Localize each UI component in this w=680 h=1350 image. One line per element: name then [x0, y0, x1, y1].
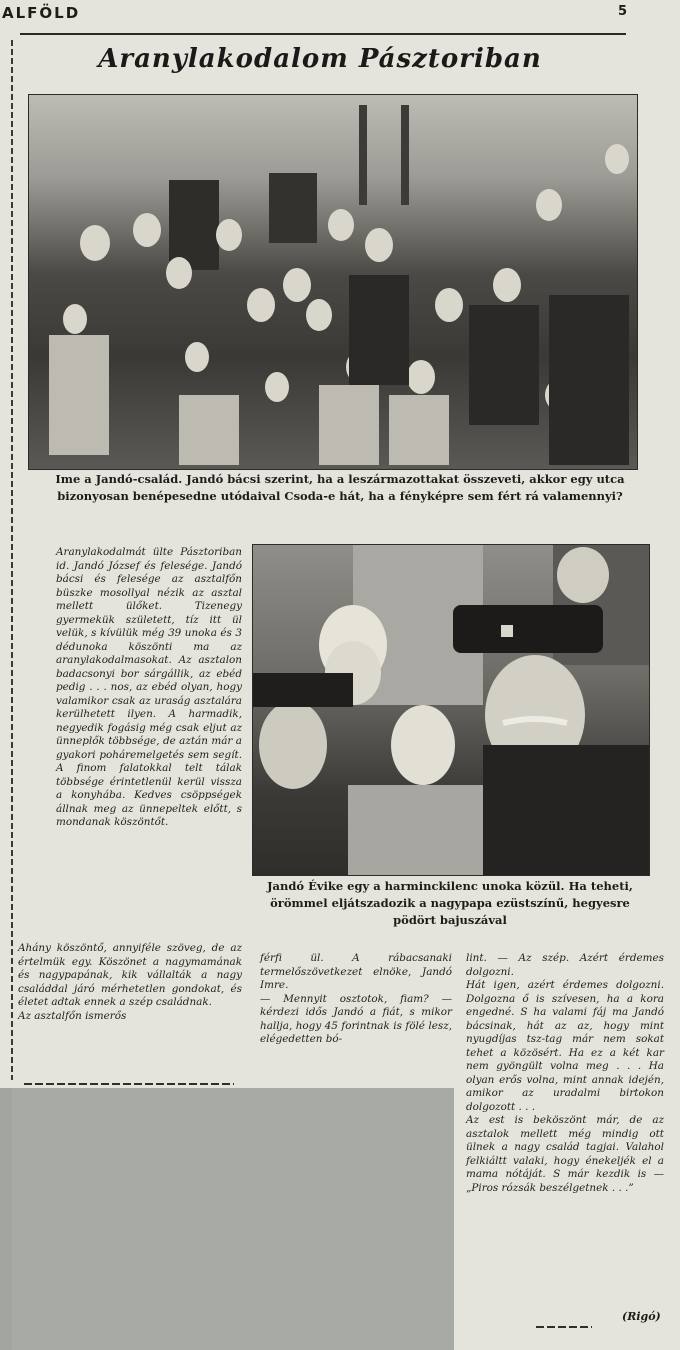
- author-signature: (Rigó): [622, 1310, 661, 1323]
- article-column-1-continued: Ahány köszöntő, annyiféle szöveg, de az értelmük egy. Köszönet a nagymamának és nagypapának, kik vállalták a nagy családdal járó mérhetetlen gondokat, és életet adtak ennek a szép családnak. Az asztalfőn ismerős: [18, 942, 242, 1022]
- column-end-rule: [24, 1083, 234, 1085]
- article-column-1: Aranylakodalmát ülte Pásztoriban id. Jandó József és felesége. Jandó bácsi és felesége az asztalfőn büszke mosollyal nézik az asztal mellett ülőket. Tizenegy gyermekük született, tíz itt ül velük, s kívülük még 39 unoka és 3 dédunoka köszönti ma az aranylakodalmasokat. Az asztalon badacsonyi bor sárgállik, az ebéd pedig . . . nos, az ebéd olyan, hogy valamikor csak az uraság asztalára kerülhetett ilyen. A harmadik, negyedik fogásig még csak eljut az ünneplők többsége, de aztán már a gyakori poháremelgetés sem segít. A finom falatokkal telt tálak többsége érintetlenül kerül vissza a konyhába. Kedves csöppségek állnak meg az ünnepeltek előtt, s mondanak köszöntőt.: [56, 546, 242, 828]
- masthead: [0, 4, 640, 26]
- blank-scan-area: [8, 1088, 454, 1350]
- grandfather-grandchild-photo: [252, 544, 650, 876]
- page-edge-rule: [11, 40, 13, 1080]
- photo2-caption: Jandó Évike egy a harminckilenc unoka közül. Ha teheti, örömmel eljátszadozik a nagypapa ezüstszínű, hegyesre pödört bajuszával: [267, 879, 633, 927]
- masthead-rule: [20, 33, 626, 35]
- blank-scan-edge: [0, 1088, 12, 1350]
- family-group-photo: [28, 94, 638, 470]
- family-group-photo-icon: [29, 95, 637, 469]
- article-column-2: férfi ül. A rábacsanaki termelőszövetkezet elnöke, Jandó Imre. — Mennyit osztotok, fiam? — kérdezi idős Jandó a fiát, s mikor hallja, hogy 45 forintnak is fölé lesz, elégedetten bó-: [260, 952, 452, 1045]
- article-end-rule: [536, 1326, 592, 1328]
- newspaper-name: ALFÖLD: [2, 4, 81, 22]
- grandfather-grandchild-photo-icon: [253, 545, 649, 875]
- page-number: 5: [618, 4, 630, 19]
- photo1-caption: Ime a Jandó-család. Jandó bácsi szerint, ha a leszármazottakat összeveti, akkor egy utca bizonyosan benépesedne utódaival Csoda-e hát, ha a fényképre sem fért rá valamennyi?: [55, 472, 625, 503]
- article-column-3: lint. — Az szép. Azért érdemes dolgozni. Hát igen, azért érdemes dolgozni. Dolgozna ő is szívesen, ha a kora engedné. S ha valami fáj ma Jandó bácsinak, hát az az, hogy mint nyugdíjas tsz-tag már nem sokat tehet a közösért. Ha ez a két kar nem gyöngült volna meg . . . Ha olyan erős volna, mint annak idején, amikor az uradalmi birtokon dolgozott . . . Az est is beköszönt már, de az asztalok mellett még mindig ott ülnek a nagy család tagjai. Valahol felkiáltt valaki, hogy énekeljék el a mama nótáját. S már kezdik is — „Piros rózsák beszélgetnek . . .”: [466, 952, 664, 1194]
- article-headline: Aranylakodalom Pásztoriban: [98, 44, 542, 74]
